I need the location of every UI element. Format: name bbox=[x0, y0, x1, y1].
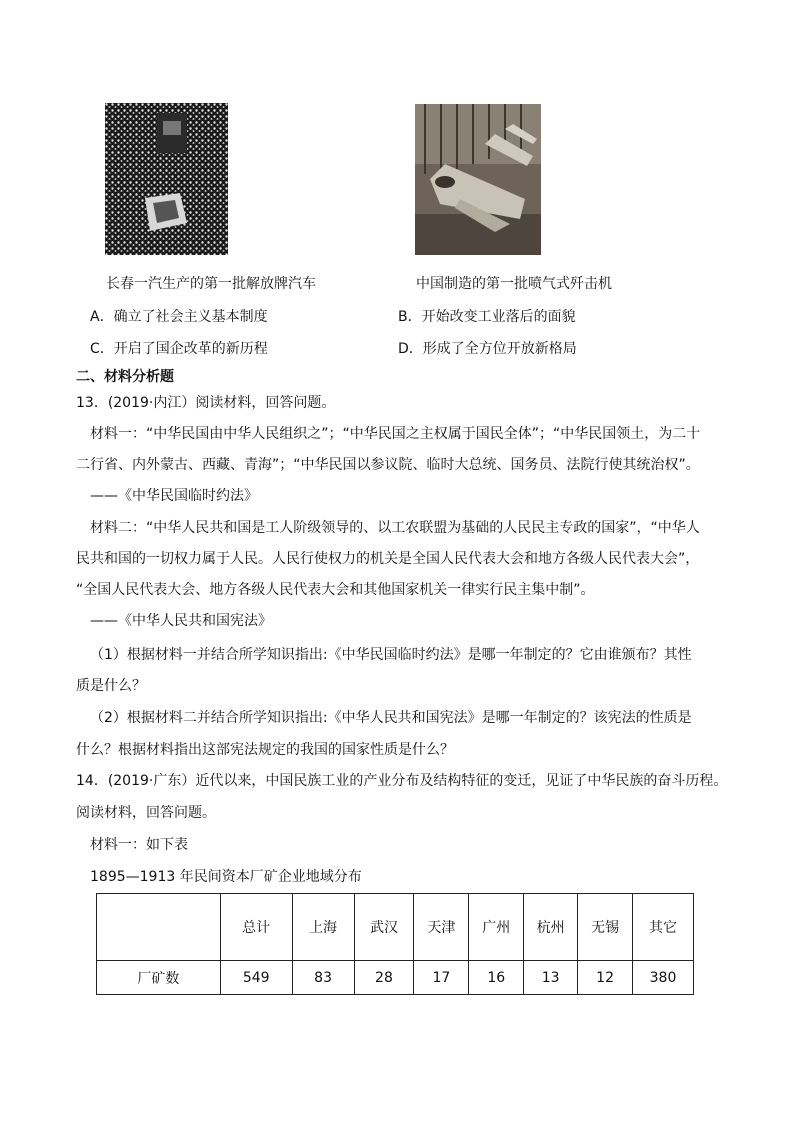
table-header-cell: 杭州 bbox=[524, 894, 578, 961]
q13-material1-source: ——《中华民国临时约法》 bbox=[90, 488, 258, 504]
table-header-cell: 上海 bbox=[292, 894, 354, 961]
q13-material2-line2: 民共和国的一切权力属于人民。人民行使权力的机关是全国人民代表大会和地方各级人民代表大会”， bbox=[76, 551, 700, 567]
table-cell: 16 bbox=[469, 961, 524, 995]
table-header-cell: 广州 bbox=[469, 894, 524, 961]
q13-sub2-line2: 什么？根据材料指出这部宪法规定的我国的国家性质是什么？ bbox=[76, 742, 454, 758]
factory-distribution-table bbox=[96, 893, 694, 995]
option-d: D．形成了全方位开放新格局 bbox=[398, 341, 577, 357]
right-photo-caption: 中国制造的第一批喷气式歼击机 bbox=[416, 276, 612, 292]
photo-jiefang-truck bbox=[105, 103, 228, 255]
table-header-cell: 其它 bbox=[633, 894, 694, 961]
photo-jet-fighter bbox=[415, 104, 541, 255]
option-a: A．确立了社会主义基本制度 bbox=[90, 309, 268, 325]
table-cell: 28 bbox=[354, 961, 414, 995]
q14-stem-line2: 阅读材料，回答问题。 bbox=[76, 805, 216, 821]
q13-material2-line3: “全国人民代表大会、地方各级人民代表大会和其他国家机关一律实行民主集中制”。 bbox=[76, 582, 595, 598]
q13-sub1-line1: （1）根据材料一并结合所学知识指出:《中华民国临时约法》是哪一年制定的？它由谁颁布？其性 bbox=[90, 647, 692, 663]
q13-material2-source: ——《中华人民共和国宪法》 bbox=[90, 613, 272, 629]
table-cell: 549 bbox=[220, 961, 292, 995]
q13-sub2-line1: （2）根据材料二并结合所学知识指出:《中华人民共和国宪法》是哪一年制定的？该宪法的性质是 bbox=[90, 710, 692, 726]
table-header-row bbox=[97, 894, 694, 961]
left-photo-caption: 长春一汽生产的第一批解放牌汽车 bbox=[106, 276, 316, 292]
q14-table-title: 1895—1913 年民间资本厂矿企业地域分布 bbox=[90, 869, 362, 885]
q14-stem-line1: 14．(2019·广东）近代以来，中国民族工业的产业分布及结构特征的变迁，见证了中华民族的奋斗历程。 bbox=[76, 773, 728, 789]
table-header-cell: 天津 bbox=[414, 894, 469, 961]
table-cell: 12 bbox=[578, 961, 633, 995]
table-header-cell bbox=[97, 894, 221, 961]
option-c: C．开启了国企改革的新历程 bbox=[90, 341, 268, 357]
q13-stem: 13．(2019·内江）阅读材料，回答问题。 bbox=[76, 395, 336, 411]
table-header-cell: 无锡 bbox=[578, 894, 633, 961]
table-cell: 83 bbox=[292, 961, 354, 995]
q13-sub1-line2: 质是什么？ bbox=[76, 678, 146, 694]
table-row bbox=[97, 961, 694, 995]
table-cell: 13 bbox=[524, 961, 578, 995]
section-title: 二、材料分析题 bbox=[76, 369, 174, 385]
table-header-cell: 武汉 bbox=[354, 894, 414, 961]
q13-material1-line2: 二行省、内外蒙古、西藏、青海”；“中华民国以参议院、临时大总统、国务员、法院行使其统治权”。 bbox=[76, 457, 700, 473]
q14-material1: 材料一：如下表 bbox=[90, 837, 188, 853]
table-row-label: 厂矿数 bbox=[97, 961, 221, 995]
option-b: B．开始改变工业落后的面貌 bbox=[398, 309, 576, 325]
q13-material1-line1: 材料一：“中华民国由中华人民组织之”；“中华民国之主权属于国民全体”；“中华民国领土，为二十 bbox=[90, 426, 701, 442]
q13-material2-line1: 材料二：“中华人民共和国是工人阶级领导的、以工农联盟为基础的人民民主专政的国家”，“中华人 bbox=[90, 520, 700, 536]
table-header-cell: 总计 bbox=[220, 894, 292, 961]
table-cell: 380 bbox=[633, 961, 694, 995]
table-cell: 17 bbox=[414, 961, 469, 995]
